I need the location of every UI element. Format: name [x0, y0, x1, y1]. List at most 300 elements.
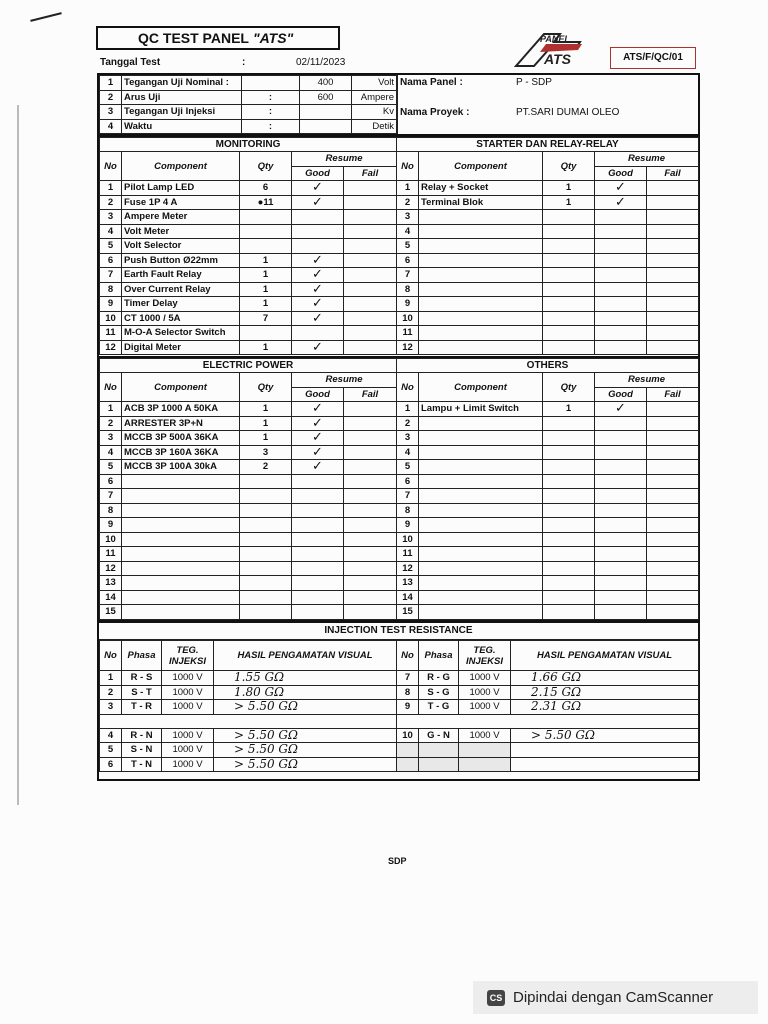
- row-qty: [543, 605, 595, 620]
- document-code: ATS/F/QC/01: [610, 47, 696, 69]
- component-row: [100, 224, 397, 239]
- row-good-check: [292, 474, 344, 489]
- injection-row: [100, 743, 397, 758]
- row-fail: [344, 282, 397, 297]
- row-qty: 1: [240, 297, 292, 312]
- inj-teg-header: TEG. INJEKSI: [459, 641, 511, 671]
- row-qty: [240, 503, 292, 518]
- row-qty: 1: [240, 282, 292, 297]
- component-row: [397, 605, 699, 620]
- row-qty: [240, 326, 292, 341]
- row-qty: [240, 239, 292, 254]
- component-row: [100, 297, 397, 312]
- component-row: [397, 474, 699, 489]
- row-qty: [543, 311, 595, 326]
- row-fail: [647, 239, 699, 254]
- row-no: 3: [100, 210, 122, 225]
- row-good-check: [595, 340, 647, 355]
- row-good-check: [292, 590, 344, 605]
- row-qty: 1: [240, 253, 292, 268]
- row-component: [419, 210, 543, 225]
- row-no: 15: [100, 605, 122, 620]
- row-fail: [647, 605, 699, 620]
- row-no: 13: [397, 576, 419, 591]
- row-good-check: [595, 210, 647, 225]
- row-qty: [240, 547, 292, 562]
- row-good-check: [595, 489, 647, 504]
- row-fail: [647, 474, 699, 489]
- row-fail: [344, 460, 397, 475]
- col-resume-header: Resume: [292, 373, 397, 388]
- row-fail: [647, 460, 699, 475]
- component-row: [100, 474, 397, 489]
- row-qty: [543, 532, 595, 547]
- component-row: [397, 311, 699, 326]
- svg-text:PANEL: PANEL: [540, 34, 570, 44]
- row-fail: [344, 195, 397, 210]
- page-label: SDP: [388, 856, 407, 866]
- row-component: [419, 605, 543, 620]
- param-colon: [242, 76, 300, 91]
- row-qty: 7: [240, 311, 292, 326]
- row-component: [122, 547, 240, 562]
- component-row: [397, 518, 699, 533]
- inj-no: 4: [100, 728, 122, 743]
- inj-phasa: T - R: [122, 700, 162, 715]
- row-component: [419, 489, 543, 504]
- component-row: [100, 282, 397, 297]
- row-component: ACB 3P 1000 A 50KA: [122, 402, 240, 417]
- row-no: 6: [397, 253, 419, 268]
- row-good-check: ✓: [292, 311, 344, 326]
- row-fail: [344, 210, 397, 225]
- row-good-check: [595, 503, 647, 518]
- row-fail: [344, 474, 397, 489]
- row-component: CT 1000 / 5A: [122, 311, 240, 326]
- row-good-check: [595, 268, 647, 283]
- injection-left-table: [99, 640, 397, 772]
- row-no: 3: [100, 431, 122, 446]
- row-good-check: ✓: [292, 282, 344, 297]
- row-no: 3: [397, 210, 419, 225]
- component-row: [397, 532, 699, 547]
- row-qty: [240, 605, 292, 620]
- row-qty: ●11: [240, 195, 292, 210]
- panel-ats-logo: [510, 28, 590, 70]
- inj-hasil: 2.15 GΩ: [511, 685, 699, 700]
- row-good-check: [595, 224, 647, 239]
- row-component: Pilot Lamp LED: [122, 181, 240, 196]
- component-row: [397, 547, 699, 562]
- row-no: 13: [100, 576, 122, 591]
- inj-teg-header: TEG. INJEKSI: [162, 641, 214, 671]
- row-component: [122, 489, 240, 504]
- inj-hasil-header: HASIL PENGAMATAN VISUAL: [511, 641, 699, 671]
- param-no: 3: [100, 105, 122, 120]
- row-qty: [543, 518, 595, 533]
- row-component: [419, 282, 543, 297]
- row-good-check: [292, 210, 344, 225]
- test-date-value: 02/11/2023: [296, 57, 346, 68]
- component-row: [397, 402, 699, 417]
- row-no: 8: [397, 282, 419, 297]
- row-good-check: [595, 474, 647, 489]
- component-row: [100, 239, 397, 254]
- row-qty: [543, 416, 595, 431]
- inj-teg: 1000 V: [459, 728, 511, 743]
- param-value: 600: [300, 90, 352, 105]
- row-component: [419, 239, 543, 254]
- row-good-check: [292, 224, 344, 239]
- row-no: 10: [100, 532, 122, 547]
- injection-row: [100, 700, 397, 715]
- row-component: [419, 518, 543, 533]
- row-qty: [543, 445, 595, 460]
- row-no: 5: [397, 239, 419, 254]
- electric-power-block: [97, 356, 700, 622]
- inj-teg: 1000 V: [162, 728, 214, 743]
- injection-row: [397, 685, 699, 700]
- component-row: [397, 340, 699, 355]
- row-fail: [344, 547, 397, 562]
- row-component: Push Button Ø22mm: [122, 253, 240, 268]
- col-component-header: Component: [419, 152, 543, 181]
- component-row: [100, 605, 397, 620]
- param-no: 1: [100, 76, 122, 91]
- component-row: [100, 460, 397, 475]
- col-good-header: Good: [595, 387, 647, 402]
- row-good-check: [292, 547, 344, 562]
- row-good-check: ✓: [292, 268, 344, 283]
- inj-hasil: 1.80 GΩ: [214, 685, 397, 700]
- row-component: [419, 460, 543, 475]
- component-row: [100, 431, 397, 446]
- row-component: [122, 605, 240, 620]
- inj-phasa: S - G: [419, 685, 459, 700]
- panel-name-value: P - SDP: [516, 77, 552, 88]
- component-row: [397, 210, 699, 225]
- row-qty: [240, 224, 292, 239]
- param-unit: Ampere: [352, 90, 397, 105]
- col-no-header: No: [100, 152, 122, 181]
- row-component: [419, 326, 543, 341]
- row-fail: [647, 402, 699, 417]
- row-good-check: ✓: [292, 340, 344, 355]
- row-good-check: [292, 561, 344, 576]
- param-value: 400: [300, 76, 352, 91]
- camscanner-text: Dipindai dengan CamScanner: [513, 989, 714, 1006]
- row-no: 7: [397, 268, 419, 283]
- component-row: [397, 195, 699, 210]
- row-no: 8: [100, 282, 122, 297]
- col-fail-header: Fail: [344, 166, 397, 181]
- row-fail: [344, 268, 397, 283]
- inj-phasa-header: Phasa: [419, 641, 459, 671]
- row-component: [122, 590, 240, 605]
- row-qty: [543, 253, 595, 268]
- row-qty: 1: [240, 416, 292, 431]
- row-fail: [647, 195, 699, 210]
- injection-title: INJECTION TEST RESISTANCE: [99, 623, 698, 640]
- row-good-check: [292, 576, 344, 591]
- row-qty: 3: [240, 445, 292, 460]
- component-row: [397, 561, 699, 576]
- row-qty: [240, 518, 292, 533]
- inj-teg: 1000 V: [162, 757, 214, 772]
- row-good-check: ✓: [292, 181, 344, 196]
- component-row: [100, 210, 397, 225]
- row-component: [122, 474, 240, 489]
- starter-relay-table: [396, 137, 699, 355]
- row-no: 11: [100, 547, 122, 562]
- inj-hasil-header: HASIL PENGAMATAN VISUAL: [214, 641, 397, 671]
- row-good-check: [292, 489, 344, 504]
- row-good-check: ✓: [595, 181, 647, 196]
- component-row: [397, 416, 699, 431]
- row-fail: [344, 605, 397, 620]
- row-good-check: ✓: [292, 445, 344, 460]
- row-fail: [647, 532, 699, 547]
- row-qty: [543, 239, 595, 254]
- row-good-check: [595, 576, 647, 591]
- row-qty: 1: [240, 402, 292, 417]
- inj-hasil: > 5.50 GΩ: [214, 743, 397, 758]
- row-fail: [344, 224, 397, 239]
- inj-no-header: No: [397, 641, 419, 671]
- row-qty: 1: [240, 340, 292, 355]
- injection-row: [397, 728, 699, 743]
- col-qty-header: Qty: [240, 373, 292, 402]
- inj-hasil: > 5.50 GΩ: [214, 728, 397, 743]
- row-qty: [240, 210, 292, 225]
- row-no: 10: [100, 311, 122, 326]
- inj-phasa-header: Phasa: [122, 641, 162, 671]
- info-block: [97, 73, 700, 136]
- row-no: 4: [397, 445, 419, 460]
- row-good-check: [292, 532, 344, 547]
- col-good-header: Good: [595, 166, 647, 181]
- component-row: [397, 576, 699, 591]
- row-good-check: [595, 547, 647, 562]
- row-good-check: ✓: [292, 402, 344, 417]
- row-qty: [543, 297, 595, 312]
- row-no: 5: [100, 460, 122, 475]
- inj-no: 9: [397, 700, 419, 715]
- col-resume-header: Resume: [595, 152, 699, 167]
- component-row: [397, 489, 699, 504]
- row-no: 1: [397, 402, 419, 417]
- monitoring-table: [99, 137, 397, 355]
- row-good-check: [595, 561, 647, 576]
- row-component: Volt Meter: [122, 224, 240, 239]
- row-no: 8: [397, 503, 419, 518]
- row-component: [419, 268, 543, 283]
- row-component: [419, 503, 543, 518]
- row-component: [122, 532, 240, 547]
- row-fail: [647, 489, 699, 504]
- row-qty: [543, 340, 595, 355]
- injection-row-empty: [397, 757, 699, 772]
- col-no-header: No: [397, 373, 419, 402]
- col-qty-header: Qty: [543, 152, 595, 181]
- scan-edge-shadow: [17, 105, 19, 805]
- others-table: [396, 358, 699, 620]
- row-good-check: ✓: [595, 195, 647, 210]
- inj-no: 8: [397, 685, 419, 700]
- component-row: [397, 297, 699, 312]
- row-component: [419, 311, 543, 326]
- col-good-header: Good: [292, 387, 344, 402]
- row-qty: [240, 474, 292, 489]
- inj-phasa: R - G: [419, 671, 459, 686]
- inj-phasa: R - S: [122, 671, 162, 686]
- row-no: 7: [100, 268, 122, 283]
- row-no: 1: [397, 181, 419, 196]
- component-row: [100, 195, 397, 210]
- row-component: [419, 576, 543, 591]
- panel-info: [397, 75, 699, 134]
- row-no: 12: [397, 340, 419, 355]
- row-qty: [543, 282, 595, 297]
- camscanner-watermark: [473, 981, 758, 1014]
- row-no: 2: [397, 195, 419, 210]
- component-row: [397, 239, 699, 254]
- row-good-check: ✓: [292, 253, 344, 268]
- row-qty: 6: [240, 181, 292, 196]
- row-fail: [344, 445, 397, 460]
- electric-power-table: [99, 358, 397, 620]
- row-good-check: [595, 239, 647, 254]
- row-no: 9: [397, 297, 419, 312]
- row-fail: [647, 416, 699, 431]
- component-row: [100, 445, 397, 460]
- row-no: 4: [397, 224, 419, 239]
- row-qty: [543, 489, 595, 504]
- row-no: 5: [397, 460, 419, 475]
- component-row: [100, 311, 397, 326]
- component-row: [100, 402, 397, 417]
- row-fail: [344, 297, 397, 312]
- inj-no: 1: [100, 671, 122, 686]
- form-title: [96, 26, 340, 50]
- component-row: [100, 590, 397, 605]
- row-component: MCCB 3P 500A 36KA: [122, 431, 240, 446]
- row-fail: [647, 518, 699, 533]
- row-qty: [240, 489, 292, 504]
- row-component: Ampere Meter: [122, 210, 240, 225]
- row-no: 6: [397, 474, 419, 489]
- row-fail: [647, 503, 699, 518]
- row-qty: [543, 224, 595, 239]
- inj-hasil: 1.66 GΩ: [511, 671, 699, 686]
- component-row: [100, 503, 397, 518]
- row-fail: [344, 532, 397, 547]
- row-fail: [647, 326, 699, 341]
- row-component: Relay + Socket: [419, 181, 543, 196]
- row-no: 9: [100, 297, 122, 312]
- row-no: 14: [100, 590, 122, 605]
- test-parameter-row: [100, 105, 397, 120]
- row-component: [419, 474, 543, 489]
- component-row: [397, 253, 699, 268]
- inj-teg: 1000 V: [162, 700, 214, 715]
- row-fail: [647, 181, 699, 196]
- row-good-check: ✓: [292, 297, 344, 312]
- row-fail: [647, 445, 699, 460]
- inj-phasa: G - N: [419, 728, 459, 743]
- row-no: 6: [100, 474, 122, 489]
- row-component: Timer Delay: [122, 297, 240, 312]
- form-title-main: QC TEST PANEL: [138, 30, 249, 46]
- row-good-check: [292, 239, 344, 254]
- row-no: 10: [397, 532, 419, 547]
- row-component: Digital Meter: [122, 340, 240, 355]
- row-component: Terminal Blok: [419, 195, 543, 210]
- param-value: [300, 119, 352, 134]
- inj-no: 5: [100, 743, 122, 758]
- component-row: [397, 445, 699, 460]
- row-fail: [647, 282, 699, 297]
- row-good-check: [292, 518, 344, 533]
- injection-row: [100, 685, 397, 700]
- row-no: 12: [100, 561, 122, 576]
- param-colon: :: [242, 105, 300, 120]
- row-fail: [344, 416, 397, 431]
- row-component: M-O-A Selector Switch: [122, 326, 240, 341]
- row-fail: [647, 268, 699, 283]
- col-no-header: No: [100, 373, 122, 402]
- row-no: 11: [100, 326, 122, 341]
- component-row: [100, 416, 397, 431]
- row-good-check: [292, 605, 344, 620]
- col-fail-header: Fail: [647, 387, 699, 402]
- inj-teg: 1000 V: [162, 743, 214, 758]
- inj-no: 3: [100, 700, 122, 715]
- component-row: [397, 181, 699, 196]
- component-row: [397, 224, 699, 239]
- test-parameter-row: [100, 76, 397, 91]
- injection-row: [100, 728, 397, 743]
- component-row: [397, 590, 699, 605]
- col-good-header: Good: [292, 166, 344, 181]
- row-no: 12: [397, 561, 419, 576]
- component-row: [100, 253, 397, 268]
- row-no: 3: [397, 431, 419, 446]
- row-good-check: [595, 532, 647, 547]
- row-component: [419, 547, 543, 562]
- row-good-check: [595, 431, 647, 446]
- row-fail: [344, 253, 397, 268]
- param-unit: Detik: [352, 119, 397, 134]
- inj-hasil: 2.31 GΩ: [511, 700, 699, 715]
- row-no: 11: [397, 547, 419, 562]
- row-no: 4: [100, 224, 122, 239]
- panel-name-label: Nama Panel :: [400, 77, 463, 88]
- row-no: 7: [100, 489, 122, 504]
- row-fail: [647, 576, 699, 591]
- row-fail: [344, 561, 397, 576]
- row-good-check: [292, 326, 344, 341]
- inj-hasil: > 5.50 GΩ: [511, 728, 699, 743]
- param-value: [300, 105, 352, 120]
- form-title-ats: "ATS": [252, 30, 294, 46]
- svg-text:ATS: ATS: [544, 51, 571, 67]
- row-good-check: ✓: [292, 195, 344, 210]
- row-qty: [240, 561, 292, 576]
- component-row: [397, 460, 699, 475]
- component-row: [100, 181, 397, 196]
- inj-hasil: > 5.50 GΩ: [214, 757, 397, 772]
